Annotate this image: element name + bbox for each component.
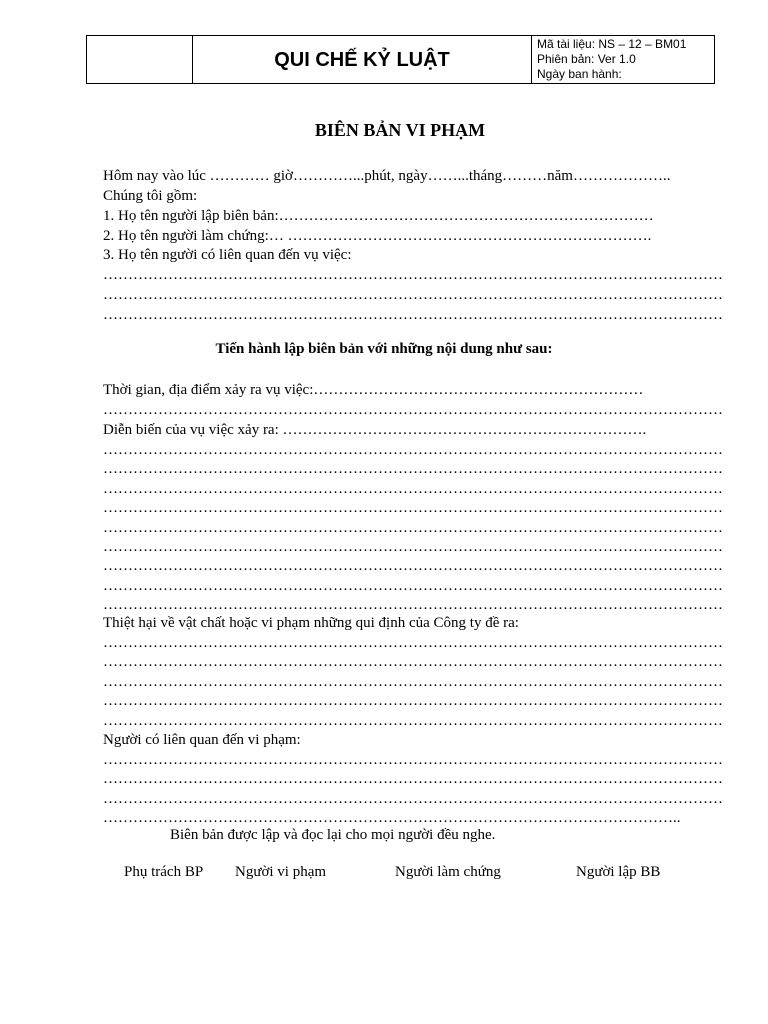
blank-line	[103, 576, 723, 596]
doc-code: Mã tài liệu: NS – 12 – BM01	[537, 37, 687, 51]
blank-line	[103, 769, 723, 789]
we-include: Chúng tôi gồm:	[103, 188, 198, 204]
blank-line	[103, 595, 723, 615]
header-divider	[531, 35, 532, 84]
header-title: QUI CHẾ KỶ LUẬT	[274, 48, 450, 71]
progress-line: Diễn biến của vụ việc xảy ra: ……………………………………………………………….	[103, 422, 647, 438]
blank-line	[103, 400, 723, 420]
header-table	[87, 35, 715, 84]
header-meta	[537, 37, 712, 82]
blank-line	[103, 691, 723, 711]
blank-line	[103, 556, 723, 576]
blank-line	[103, 440, 723, 460]
blank-line	[103, 285, 723, 305]
issue-date: Ngày ban hành:	[537, 67, 622, 81]
item-witness: 2. Họ tên người làm chứng:… ……………………………………………………………….	[103, 228, 652, 244]
blank-line	[103, 711, 723, 731]
blank-line	[103, 672, 723, 692]
blank-line	[103, 633, 723, 653]
blank-line	[103, 537, 723, 557]
blank-line	[103, 479, 723, 499]
section-heading: Tiến hành lập biên bản với những nội dung như sau:	[215, 341, 553, 357]
item-reporter: 1. Họ tên người lập biên bản:…………………………………………………………………	[103, 208, 654, 224]
signature-violator: Người vi phạm	[235, 864, 327, 880]
document-title: BIÊN BẢN VI PHẠM	[314, 120, 486, 140]
blank-line	[103, 498, 723, 518]
header-divider	[86, 35, 87, 84]
closing-statement: Biên bản được lập và đọc lại cho mọi người đều nghe.	[170, 827, 496, 843]
time-place-line: Thời gian, địa điểm xảy ra vụ việc:…………………………………………………………	[103, 382, 644, 398]
blank-line	[103, 305, 723, 325]
damage-line: Thiệt hại về vật chất hoặc vi phạm những qui định của Công ty đề ra:	[103, 615, 519, 631]
signature-department-head: Phụ trách BP	[124, 864, 204, 880]
blank-line	[103, 750, 723, 770]
intro-line: Hôm nay vào lúc ………… giờ…………...phút, ngày……...tháng………năm………………..	[103, 168, 671, 184]
signature-witness: Người làm chứng	[395, 864, 501, 880]
blank-line	[103, 518, 723, 538]
signature-reporter: Người lập BB	[576, 864, 661, 880]
blank-line	[103, 652, 723, 672]
item-related: 3. Họ tên người có liên quan đến vụ việc:	[103, 247, 352, 263]
blank-line	[103, 789, 723, 809]
related-person-line: Người có liên quan đến vi phạm:	[103, 732, 301, 748]
final-dots-line: ……………………………………………………………………………………………………..	[103, 810, 681, 826]
blank-line	[103, 265, 723, 285]
doc-version: Phiên bản: Ver 1.0	[537, 52, 636, 66]
blank-line	[103, 459, 723, 479]
